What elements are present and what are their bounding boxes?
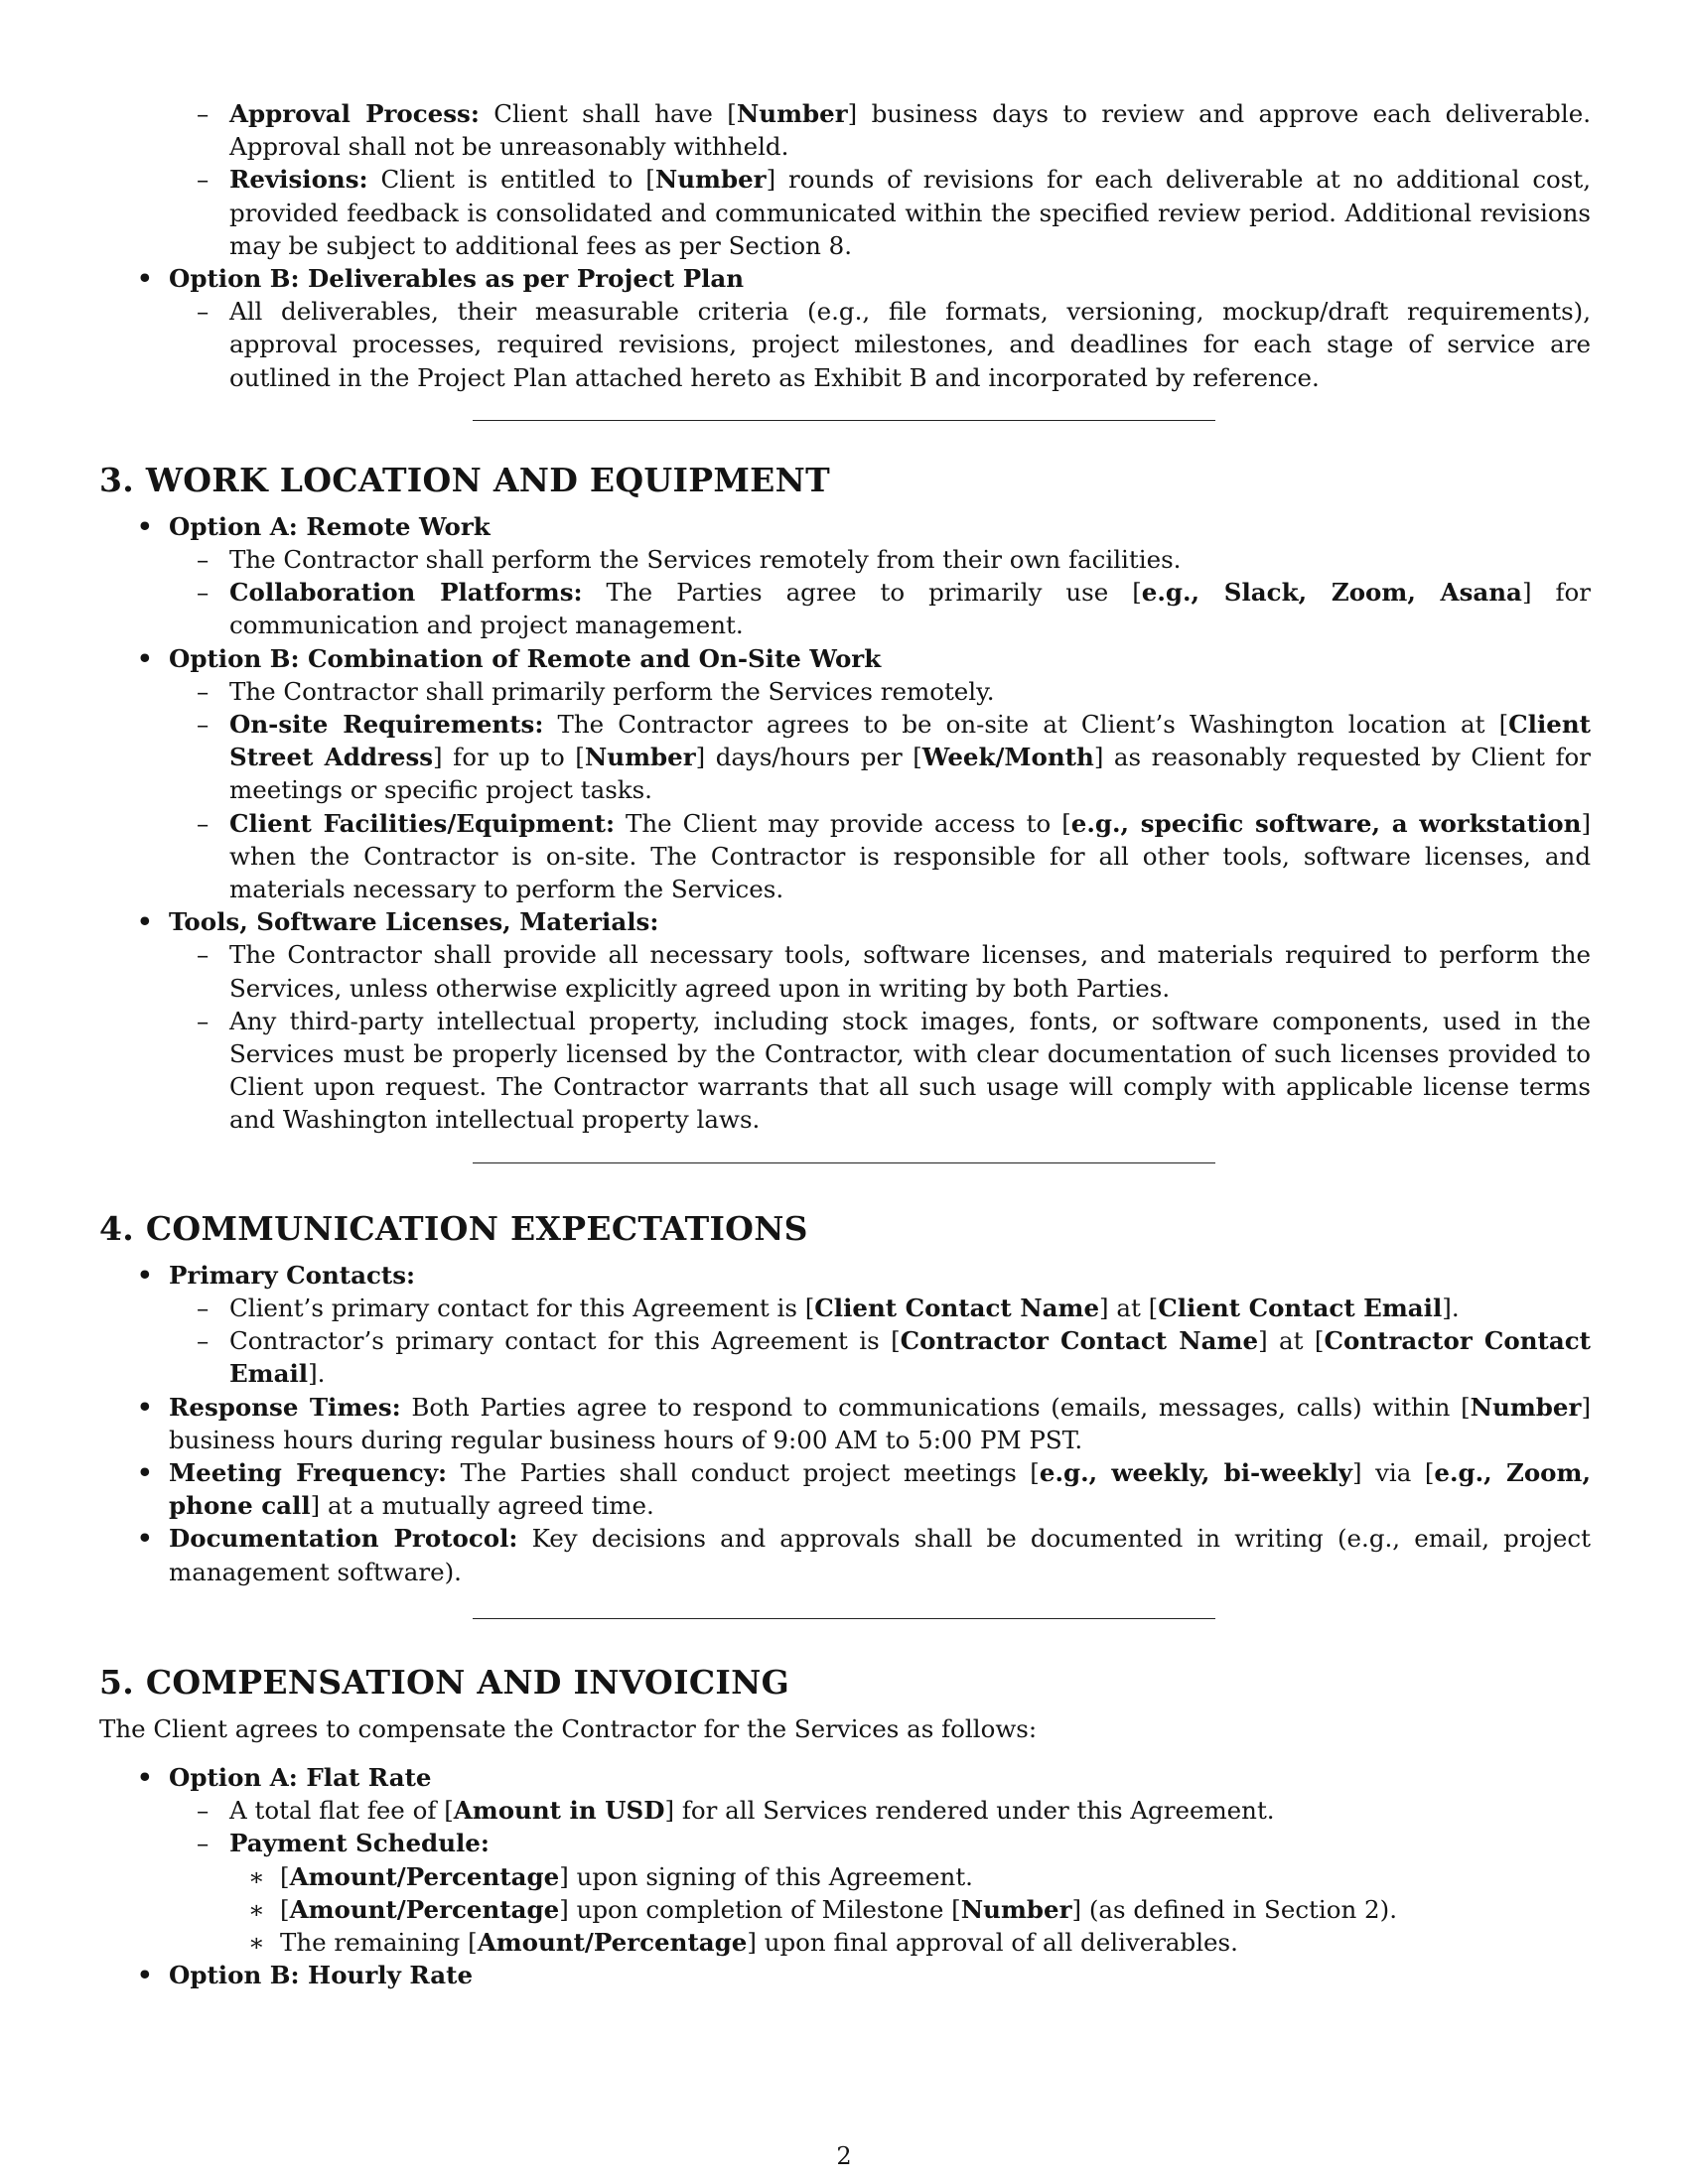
item-label: Approval Process: [229,99,480,128]
dash-marker: – [197,1796,210,1826]
item-label: Client Facilities/Equipment: [229,808,616,838]
section-heading: 4. COMMUNICATION EXPECTATIONS [99,1208,808,1248]
bullet-marker: • [137,1524,153,1554]
bullet-marker: • [137,643,153,673]
dash-marker: – [197,1006,210,1035]
list-item: – Revisions: Client is entitled to [Number] rounds of revisions for each deliverable at no additional cost, provided feedback is consolidated and communicated within the specified review period. Additional revisions may be subject to additional fees as per Section 8. [197,165,1591,260]
placeholder: Number [654,165,767,195]
list-item: • Meeting Frequency: The Parties shall conduct project meetings [e.g., weekly, bi-weekly] via [e.g., Zoom, phone call] at a mutually agreed time. [137,1457,1591,1521]
section-heading: 3. WORK LOCATION AND EQUIPMENT [99,460,830,499]
placeholder: e.g., Slack, Zoom, Asana [1141,578,1522,608]
item-label: Collaboration Platforms: [229,578,583,608]
list-item: – On-site Requirements: The Contractor agrees to be on-site at Client’s Washington location at [Client Street Address] for up to [Number] days/hours per [Week/Month] as reasonably requested by Client for meetings or specific project tasks. [197,710,1591,805]
list-item: – The Contractor shall primarily perform the Services remotely. [99,675,1591,708]
option-label: Option A: Flat Rate [169,1762,432,1792]
placeholder: Amount/Percentage [477,1927,748,1957]
placeholder: Client Street Address [229,710,1591,772]
option-label: Option B: Combination of Remote and On-Site Work [169,643,882,673]
bullet-marker: • [137,1762,153,1792]
dash-marker: – [197,165,210,195]
bullet-marker: • [137,1392,153,1422]
placeholder: Client Contact Name [814,1293,1100,1322]
placeholder: Number [960,1894,1072,1924]
placeholder: Number [584,743,696,772]
placeholder: Amount/Percentage [289,1861,560,1891]
placeholder: Number [1470,1392,1582,1422]
star-marker: ∗ [248,1927,265,1957]
list-item: – A total flat fee of [Amount in USD] for all Services rendered under this Agreement. [99,1794,1591,1827]
section-divider [473,420,1215,421]
option-label: Option A: Remote Work [169,511,491,541]
list-item [99,1827,1591,1859]
placeholder: e.g., weekly, bi-weekly [1039,1457,1353,1487]
dash-marker: – [197,676,210,706]
dash-marker: – [197,808,210,838]
dash-marker: – [197,710,210,740]
item-label: Meeting Frequency: [169,1457,448,1487]
list-item: ∗ [Amount/Percentage] upon completion of Milestone [Number] (as defined in Section 2). [99,1893,1591,1926]
page-content [99,97,1591,1991]
placeholder: Week/Month [921,743,1094,772]
list-item [99,262,1591,295]
bullet-marker: • [137,264,153,294]
dash-marker: – [197,578,210,608]
dash-marker: – [197,297,210,327]
list-item: • Documentation Protocol: Key decisions and approvals shall be documented in writing (e.g., email, project management software). [137,1524,1591,1586]
list-item: – The Contractor shall perform the Services remotely from their own facilities. [99,543,1591,576]
star-marker: ∗ [248,1861,265,1891]
item-label: Documentation Protocol: [169,1524,518,1554]
bullet-marker: • [137,907,153,937]
bullet-marker: • [137,511,153,541]
list-item [99,905,1591,938]
dash-marker: – [197,545,210,575]
list-item: • Response Times: Both Parties agree to respond to communications (emails, messages, calls) within [Number] business hours during regular business hours of 9:00 AM to 5:00 PM PST. [137,1392,1591,1454]
list-item [99,510,1591,543]
item-label: Payment Schedule: [229,1829,490,1858]
item-label: On-site Requirements: [229,710,544,740]
list-item: – Client Facilities/Equipment: The Client may provide access to [e.g., specific software, a workstation] when the Contractor is on-site. The Contractor is responsible for all other tools, software licenses, and materials necessary to perform the Services. [197,808,1591,904]
option-label: Option B: Hourly Rate [169,1961,474,1990]
page-number: 2 [836,2142,852,2170]
dash-marker: – [197,99,210,128]
placeholder: Amount/Percentage [289,1894,560,1924]
placeholder: Client Contact Email [1158,1293,1443,1322]
list-item [99,642,1591,675]
dash-marker: – [197,1326,210,1356]
list-item [99,1259,1591,1292]
star-marker: ∗ [248,1894,265,1924]
placeholder: e.g., specific software, a workstation [1070,808,1582,838]
placeholder: e.g., Zoom, phone call [169,1457,1591,1521]
dash-marker: – [197,1829,210,1858]
item-label: Response Times: [169,1392,401,1422]
section-heading: 5. COMPENSATION AND INVOICING [99,1662,790,1702]
list-item: – All deliverables, their measurable criteria (e.g., file formats, versioning, mockup/draft requirements), approval processes, required revisions, project milestones, and deadlines for each stage of service are outlined in the Project Plan attached hereto as Exhibit B and incorporated by reference. [197,297,1591,392]
bullet-marker: • [137,1961,153,1990]
list-item [99,1959,1591,1991]
list-item: – Collaboration Platforms: The Parties agree to primarily use [e.g., Slack, Zoom, Asana] for communication and project management. [197,578,1592,640]
section-divider [473,1618,1215,1619]
list-item: – The Contractor shall provide all necessary tools, software licenses, and materials required to perform the Services, unless otherwise explicitly agreed upon in writing by both Parties. [197,940,1591,1003]
bullet-marker: • [137,1457,153,1487]
list-item: ∗ [Amount/Percentage] upon signing of this Agreement. [99,1860,1591,1893]
option-label: Tools, Software Licenses, Materials: [169,907,659,937]
section-intro: The Client agrees to compensate the Contractor for the Services as follows: [99,1713,1038,1743]
list-item: – Client’s primary contact for this Agreement is [Client Contact Name] at [Client Contact Email]. [99,1292,1591,1324]
placeholder: Amount in USD [453,1796,665,1826]
placeholder: Contractor Contact Name [900,1326,1259,1356]
section-divider [473,1162,1215,1163]
bullet-marker: • [137,1260,153,1290]
list-item: – Any third-party intellectual property, including stock images, fonts, or software components, used in the Services must be properly licensed by the Contractor, with clear documentation of such licenses provided to Client upon request. The Contractor warrants that all such usage will comply with applicable license terms and Washington intellectual property laws. [197,1006,1591,1135]
option-label: Primary Contacts: [169,1260,416,1290]
option-label: Option B: Deliverables as per Project Plan [169,264,745,294]
item-label: Revisions: [229,165,368,195]
dash-marker: – [197,940,210,970]
dash-marker: – [197,1293,210,1322]
list-item [99,1761,1591,1794]
placeholder: Number [736,99,848,128]
list-item: – Contractor’s primary contact for this Agreement is [Contractor Contact Name] at [Contractor Contact Email]. [197,1326,1591,1389]
list-item: ∗ The remaining [Amount/Percentage] upon final approval of all deliverables. [99,1926,1591,1959]
placeholder: Contractor Contact Email [229,1326,1591,1389]
list-item: – Approval Process: Client shall have [Number] business days to review and approve each deliverable. Approval shall not be unreasonably withheld. [197,99,1591,162]
